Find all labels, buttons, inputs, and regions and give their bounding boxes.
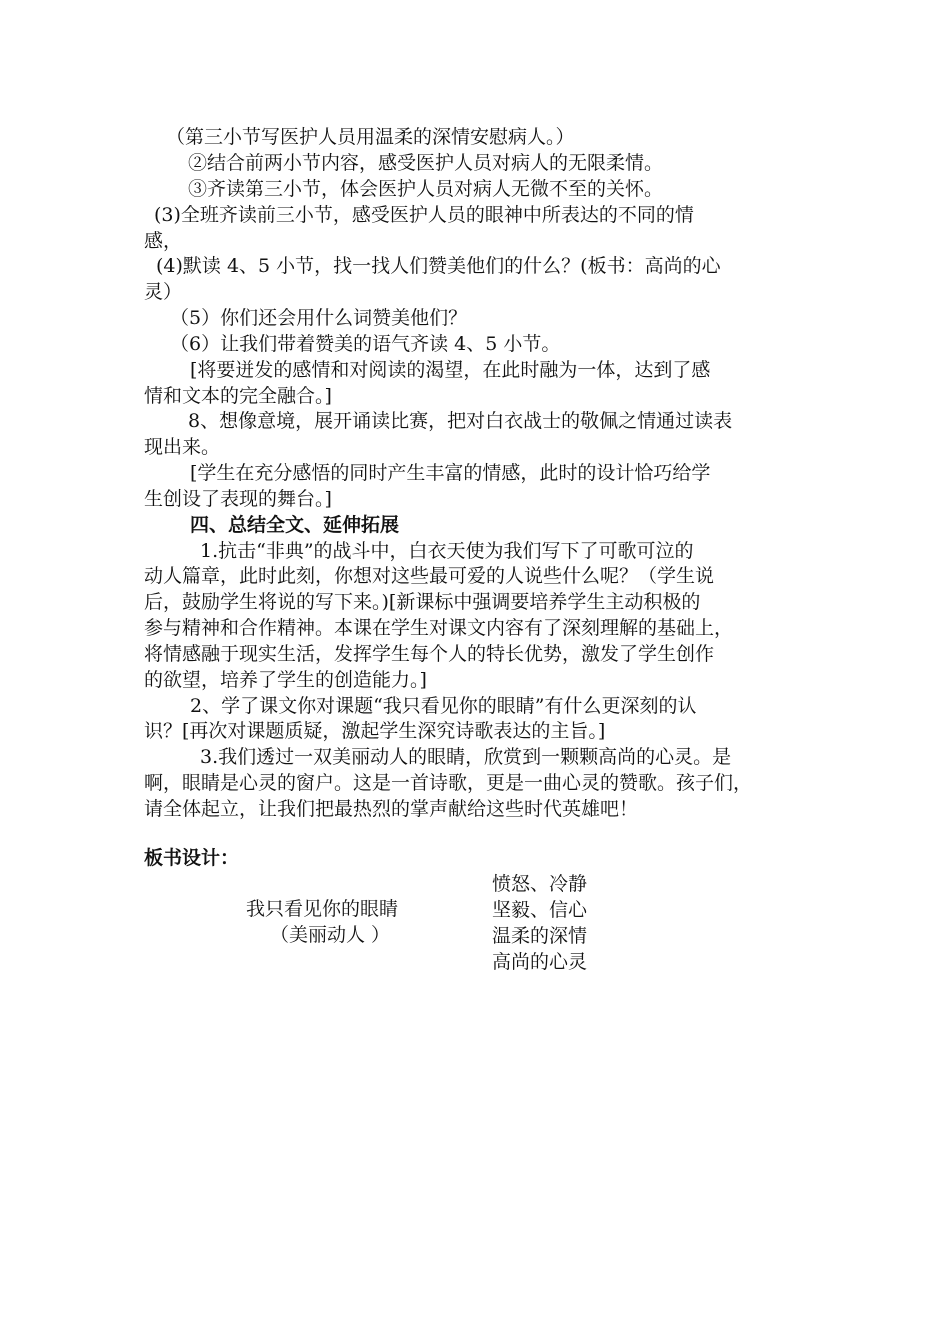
text-line: 后，鼓励学生将说的写下来。)[新课标中强调要培养学生主动积极的 <box>144 591 701 613</box>
text-line: 识？[再次对课题质疑，激起学生深究诗歌表达的主旨。] <box>144 720 606 742</box>
text-line: 将情感融于现实生活，发挥学生每个人的特长优势，激发了学生创作 <box>144 643 715 665</box>
board-item: 愤怒、冷静 <box>492 873 588 895</box>
text-line: （6）让我们带着赞美的语气齐读 4、5 小节。 <box>170 333 561 355</box>
text-line: 2、学了课文你对课题“我只看见你的眼睛”有什么更深刻的认 <box>190 695 697 717</box>
text-line: 的欲望，培养了学生的创造能力。] <box>144 669 427 691</box>
text-line: 生创设了表现的舞台。] <box>144 488 332 510</box>
text-line: 请全体起立，让我们把最热烈的掌声献给这些时代英雄吧！ <box>144 798 639 820</box>
text-line: [将要迸发的感情和对阅读的渴望，在此时融为一体，达到了感 <box>190 359 711 381</box>
section-heading: 四、总结全文、延伸拓展 <box>190 514 400 536</box>
board-subtitle: （美丽动人 ） <box>270 924 391 946</box>
text-line: 感， <box>144 230 183 252</box>
text-line: ③齐读第三小节，体会医护人员对病人无微不至的关怀。 <box>188 178 664 200</box>
text-line: 啊，眼睛是心灵的窗户。这是一首诗歌，更是一曲心灵的赞歌。孩子们， <box>144 772 753 794</box>
text-line: (3)全班齐读前三小节，感受医护人员的眼神中所表达的不同的情 <box>154 204 694 226</box>
text-line: 1.抗击“非典”的战斗中，白衣天使为我们写下了可歌可泣的 <box>200 540 694 562</box>
board-item: 温柔的深情 <box>492 925 588 947</box>
text-line: (4)默读 4、5 小节，找一找人们赞美他们的什么？(板书：高尚的心 <box>156 255 721 277</box>
text-line: 情和文本的完全融合。] <box>144 385 332 407</box>
board-item: 高尚的心灵 <box>492 951 588 973</box>
text-line: （5）你们还会用什么词赞美他们？ <box>170 307 468 329</box>
text-line: 8、想像意境，展开诵读比赛，把对白衣战士的敬佩之情通过读表 <box>188 410 733 432</box>
text-line: 现出来。 <box>144 436 221 458</box>
text-line: 参与精神和合作精神。本课在学生对课文内容有了深刻理解的基础上， <box>144 617 734 639</box>
board-title: 我只看见你的眼睛 <box>246 898 399 920</box>
text-line: ②结合前两小节内容，感受医护人员对病人的无限柔情。 <box>188 152 664 174</box>
text-line: 动人篇章，此时此刻，你想对这些最可爱的人说些什么呢？（学生说 <box>144 565 715 587</box>
board-design-heading: 板书设计： <box>144 847 240 869</box>
text-line: （第三小节写医护人员用温柔的深情安慰病人。） <box>166 126 575 148</box>
text-line: [学生在充分感悟的同时产生丰富的情感，此时的设计恰巧给学 <box>190 462 711 484</box>
text-line: 3.我们透过一双美丽动人的眼睛，欣赏到一颗颗高尚的心灵。是 <box>200 746 732 768</box>
text-line: 灵） <box>144 281 183 303</box>
board-item: 坚毅、信心 <box>492 899 588 921</box>
